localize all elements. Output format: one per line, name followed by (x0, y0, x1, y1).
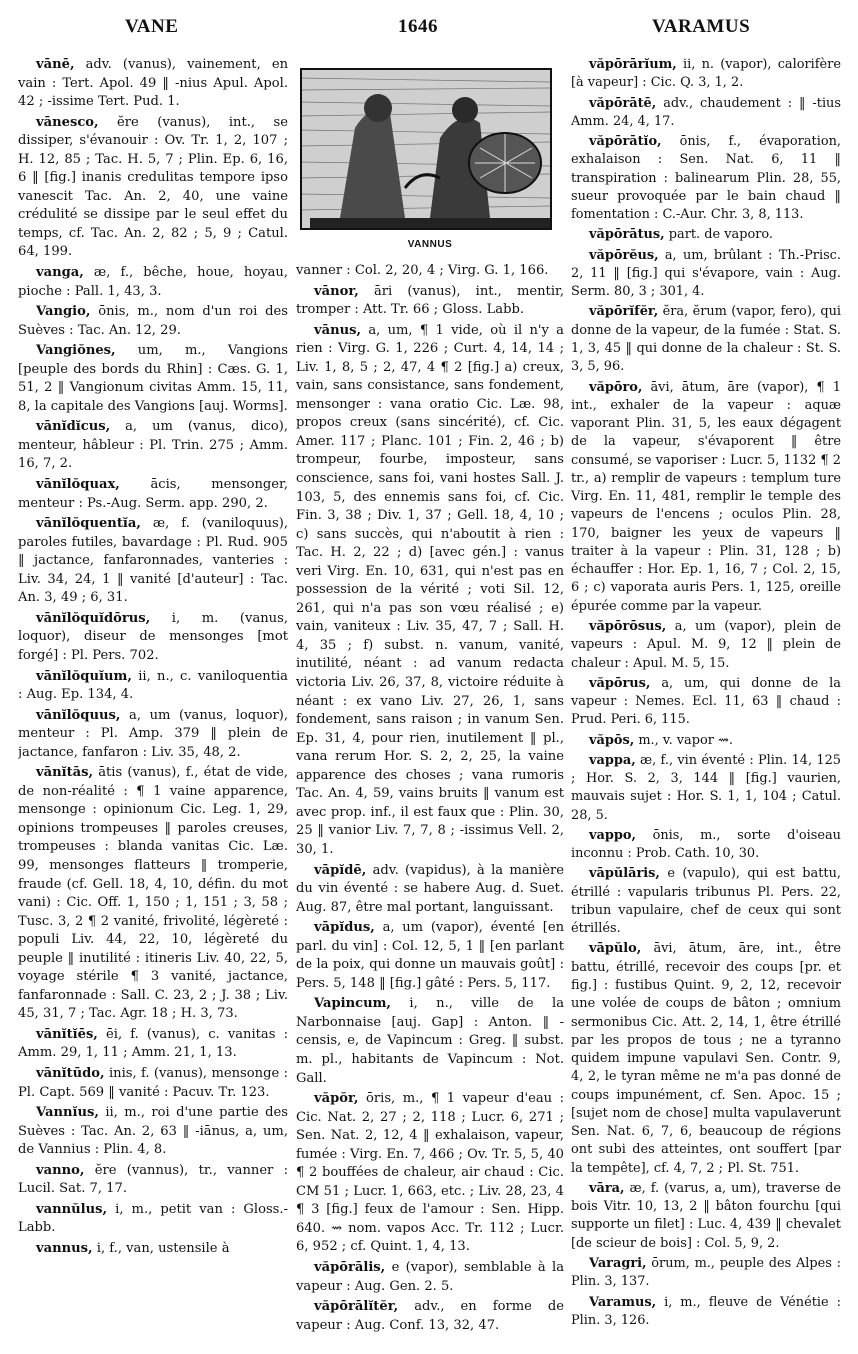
entry-definition: e (vapulo), qui est battu, étrillé : vapularis tribunus Pl. Pers. 22, tribun vapulaire, chef de ceux qui sont étrillés. (571, 866, 841, 937)
entry-definition: ōnis, m., nom d'un roi des Suèves : Tac. An. 12, 29. (18, 304, 288, 338)
entry-definition: æ, f., bêche, houe, hoyau, pioche : Pall. 1, 43, 3. (18, 265, 288, 299)
entry-headword: vāpŭlāris, (589, 866, 660, 882)
dictionary-entry (571, 133, 841, 224)
entry-definition: i, m., petit van : Gloss.-Labb. (18, 1201, 288, 1236)
page-number: 1646 (398, 16, 438, 37)
running-header (0, 16, 858, 46)
dictionary-entry (18, 1240, 288, 1259)
entry-headword: vāpĭdē, (314, 862, 367, 878)
dictionary-entry (18, 1104, 288, 1160)
dictionary-entry (571, 732, 841, 750)
entry-headword: vāra, (589, 1180, 625, 1196)
entry-headword: Vangio, (36, 304, 91, 320)
entry-headword: vappa, (589, 752, 636, 768)
header-left-guideword: VANE (125, 16, 179, 37)
dictionary-entry (296, 1259, 564, 1296)
entry-definition: m., v. vapor ⇝. (638, 732, 733, 748)
dictionary-entry (571, 303, 841, 376)
entry-headword: Varagri, (589, 1256, 647, 1271)
entry-definition: a, um (vanus, loquor), menteur : Pl. Amp. 379 ‖ plein de jactance, fanfaron : Liv. 35, 48, 2. (18, 707, 288, 760)
entry-definition: ātis (vanus), f., état de vide, de non-réalité : ¶ 1 vaine apparence, mensonge : opinionum Cic. Leg. 1, 29, opinions trompeuses ‖ paroles creuses, trompeuses : blanda vanitas Cic. Læ. 99, mensonges flatteurs ‖ tromperie, fraude (cf. Gell. 18, 4, 10, défin. du mot vani) : Cic. Off. 1, 150 ; 1, 151 ; 3, 58 ; Tusc. 3, 2 ¶ 2 vanité, frivolité, légèreté : populi Liv. 44, 22, 10, légèreté du peuple ‖ inutilité : itineris Liv. 40, 22, 5, voyage stérile ¶ 3 vanité, jactance, fanfaronnade : Sall. C. 23, 2 ; J. 38 ; Liv. 45, 31, 7 ; Tac. Agr. 18 ; H. 3, 73. (18, 765, 288, 1022)
entry-definition: ii, m., roi d'une partie des Suèves : Tac. An. 2, 63 ‖ -iānus, a, um, de Vannius : Plin. 4, 8. (18, 1105, 288, 1158)
column-1 (18, 56, 288, 1338)
dictionary-entry (18, 56, 288, 112)
entry-definition: a, um (vapor), éventé [en parl. du vin] : Col. 12, 5, 1 ‖ [en parlant de la poix, qui donne un mauvais goût] : Pers. 5, 148 ‖ [fig.] gâté : Pers. 5, 117. (296, 920, 564, 991)
entry-headword: vannŭlus, (36, 1201, 108, 1217)
entry-definition: āvi, ātum, āre, int., être battu, étrillé, recevoir des coups [pr. et fig.] : fustibus Quint. 9, 2, 12, recevoir une volée de coups de bâton ; omnium sermonibus Cic. Att. 2, 14, 1, être étrillé par les propos de tous ; ne a tyranno quidem impune vapulavi Sen. Contr. 9, 4, 2, le tyran même ne m'a pas donné de coups impunément, cf. Sen. Apoc. 15 ; [sujet nom de chose] multa vapulaverunt Sen. Nat. 6, 7, 6, beaucoup de régions ont subi des atteintes, ont souffert [par la tempête], cf. 4, 7, 2 ; Pl. St. 751. (571, 941, 841, 1176)
dictionary-entry (18, 1026, 288, 1063)
entry-definition: i, f., van, ustensile à (96, 1240, 230, 1256)
column-3 (571, 56, 841, 1338)
entry-definition: adv. (vanus), vainement, en vain : Tert. Apol. 49 ‖ -nius Apul. Apol. 42 ; -issime Tert. Pud. 1. (18, 57, 288, 110)
entry-headword: văpōrĭfĕr, (589, 304, 659, 320)
entry-definition: a, um, qui donne de la vapeur : Nemes. Ecl. 11, 63 ‖ chaud : Prud. Peri. 6, 115. (571, 675, 841, 728)
column-2-text (296, 262, 564, 1338)
entry-headword: Vannĭus, (36, 1105, 99, 1121)
header-right-guideword: VARAMUS (652, 16, 751, 37)
dictionary-entry (571, 95, 841, 132)
entry-definition: i, m. (vanus, loquor), diseur de mensonges [mot forgé] : Pl. Pers. 702. (18, 610, 288, 663)
entry-definition: i, n., ville de la Narbonnaise [auj. Gap] : Anton. ‖ -censis, e, de Vapincum : Greg. ‖ subst. m. pl., habitants de Vapincum : Not. Gall. (296, 996, 564, 1086)
entry-headword: vānĭlŏquus, (36, 707, 121, 723)
entry-definition: ōnis, f., évaporation, exhalaison : Sen. Nat. 6, 11 ‖ transpiration : balinearum Plin. 28, 55, sueur provoquée par le bain chaud ‖ fomentation : C.-Aur. Chr. 3, 8, 113. (571, 134, 841, 223)
dictionary-entry (571, 618, 841, 673)
entry-headword: văpōrus, (589, 675, 651, 691)
entry-headword: vāpŭlo, (589, 941, 642, 957)
vannus-illustration (300, 68, 552, 230)
entry-headword: văpōrālĭtĕr, (314, 1299, 399, 1315)
entry-definition: i, m., fleuve de Vénétie : Plin. 3, 126. (571, 1294, 841, 1328)
dictionary-entry (571, 1255, 841, 1292)
dictionary-entry (571, 1180, 841, 1253)
dictionary-entry (571, 827, 841, 864)
entry-headword: vannus, (36, 1240, 93, 1256)
entry-headword: vānĭtĭēs, (36, 1026, 98, 1042)
dictionary-entry (571, 865, 841, 938)
entry-headword: Vangiŏnes, (36, 343, 116, 359)
entry-headword: văpōro, (589, 379, 643, 395)
entry-headword: vānĭlŏquax, (36, 477, 120, 493)
entry-headword: vāpĭdus, (314, 920, 375, 936)
entry-definition: ōnis, m., sorte d'oiseau inconnu : Prob. Cath. 10, 30. (571, 827, 841, 862)
entry-headword: vānĭlŏquĭdōrus, (36, 610, 151, 626)
dictionary-entry (296, 262, 564, 281)
entry-definition: ēi, f. (vanus), c. vanitas : Amm. 29, 1, 11 ; Amm. 21, 1, 13. (18, 1026, 288, 1061)
dictionary-entry (18, 264, 288, 301)
dictionary-entry (18, 1065, 288, 1102)
dictionary-entry (296, 919, 564, 993)
entry-headword: văpōrĕus, (589, 247, 659, 263)
entry-definition: ĕra, ĕrum (vapor, fero), qui donne de la vapeur, de la fumée : Stat. S. 1, 3, 45 ‖ qui donne de la chaleur : St. S. 3, 5, 96. (571, 304, 841, 375)
dictionary-entry (571, 56, 841, 93)
entry-definition: ĕre (vanus), int., se dissiper, s'évanouir : Ov. Tr. 1, 2, 107 ; H. 12, 85 ; Tac. H. 5, 7 ; Plin. Ep. 6, 16, 6 ‖ [fig.] inanis credulitas tempore ipso vanescit Tac. An. 2, 40, une vaine crédulité se dissipe par le seul effet du temps, cf. Tac. An. 2, 82 ; 5, 9 ; Catul. 64, 199. (18, 114, 288, 260)
dictionary-entry (571, 1294, 841, 1331)
entry-headword: vānē, (36, 57, 75, 72)
entry-headword: vānĭtūdo, (36, 1065, 105, 1081)
dictionary-entry (18, 114, 288, 262)
dictionary-entry (18, 668, 288, 705)
entry-definition: ii, n., c. vaniloquentia : Aug. Ep. 134, 4. (18, 668, 288, 703)
entry-headword: vappo, (589, 827, 636, 843)
entry-definition: a, um (vapor), plein de vapeurs : Apul. M. 9, 12 ‖ plein de chaleur : Apul. M. 5, 15. (571, 618, 841, 671)
dictionary-entry (296, 322, 564, 860)
entry-headword: văpōrātĭo, (589, 134, 662, 150)
dictionary-entry (18, 707, 288, 763)
entry-headword: văpōrātē, (589, 95, 657, 111)
entry-headword: văpōrālis, (314, 1259, 386, 1275)
dictionary-entry (571, 940, 841, 1177)
entry-headword: vanga, (36, 265, 84, 281)
entry-definition: ācis, mensonger, menteur : Ps.-Aug. Serm. app. 290, 2. (18, 477, 288, 511)
entry-headword: vānĭdĭcus, (36, 419, 111, 435)
entry-headword: văpŏr, (314, 1091, 359, 1107)
dictionary-entry (571, 247, 841, 302)
entry-definition: a, um, ¶ 1 vide, où il n'y a rien : Virg. G. 1, 226 ; Curt. 4, 14, 14 ; Liv. 1, 8, 5 ; 2, 47, 4 ¶ 2 [fig.] a) creux, vain, sans consistance, sans fondement, mensonger : vana oratio Cic. Læ. 98, propos creux (sans sincérité), cf. Cic. Amer. 117 ; Planc. 101 ; Fin. 2, 46 ; b) trompeur, fourbe, imposteur, sans conscience, sans foi, vani hostes Sall. J. 103, 5, des ennemis sans foi, cf. Cic. Fin. 3, 38 ; Div. 1, 37 ; Gell. 18, 4, 10 ; c) sans succès, qui n'aboutit à rien : Tac. H. 2, 22 ; d) [avec gén.] : vanus veri Virg. En. 10, 631, qui n'est pas en possession de la vérité ; voti Sil. 12, 261, qui n'a pas son vœu réalisé ; e) vain, vaniteux : Liv. 35, 47, 7 ; Sall. H. 4, 35 ; f) subst. n. vanum, vanité, inutilité, néant : ad vanum redacta victoria Liv. 26, 37, 8, victoire réduite à néant : ex vano Liv. 27, 26, 1, sans fondement, sans raison ; in vanum Sen. Ep. 31, 4, pour rien, inutilement ‖ pl., vana rerum Hor. S. 2, 2, 25, la vaine apparence des choses ; vana rumoris Tac. An. 4, 59, vains bruits ‖ vanum est avec prop. inf., il est faux que : Plin. 30, 25 ‖ vanior Liv. 7, 7, 8 ; -issimus Vell. 2, 30, 1. (296, 322, 564, 857)
dictionary-entry (296, 862, 564, 918)
entry-definition: āvi, ātum, āre (vapor), ¶ 1 int., exhaler de la vapeur : aquæ vaporant Plin. 31, 5, les eaux dégagent de la vapeur, s'évaporent ‖ être consumé, se vaporiser : Lucr. 5, 1132 ¶ 2 tr., a) remplir de vapeurs : templum ture Virg. En. 11, 481, remplir le temple des vapeurs de l'encens ; oculos Plin. 28, 170, baigner les yeux de vapeurs ‖ traiter à la vapeur : Plin. 31, 128 ; b) échauffer : Hor. Ep. 1, 16, 7 ; Col. 2, 15, 6 ; c) vaporata auris Pers. 1, 125, oreille épurée comme par la vapeur. (571, 379, 841, 614)
figure-caption: VANNUS (407, 239, 453, 250)
entry-definition: e (vapor), semblable à la vapeur : Aug. Gen. 2. 5. (296, 1259, 564, 1294)
entry-definition: a, um, brûlant : Th.-Prisc. 2, 11 ‖ [fig.] qui s'évapore, vain : Aug. Serm. 80, 3 ; 301, 4. (571, 247, 841, 300)
entry-definition: part. de vaporo. (668, 227, 774, 243)
entry-definition: vanner : Col. 2, 20, 4 ; Virg. G. 1, 166. (296, 263, 549, 278)
entry-headword: văpōs, (589, 732, 635, 748)
dictionary-entry (18, 1162, 288, 1199)
entry-headword: văpōrārĭum, (589, 57, 677, 72)
entry-definition: āri (vanus), int., mentir, tromper : Att. Tr. 66 ; Gloss. Labb. (296, 283, 564, 318)
entry-definition: um, m., Vangions [peuple des bords du Rhin] : Cæs. G. 1, 51, 2 ‖ Vangionum civitas Amm. 15, 11, 8, la capitale des Vangions [auj. Worms]. (18, 343, 288, 414)
dictionary-entry (18, 515, 288, 608)
dictionary-entry (296, 1298, 564, 1335)
entry-definition: ii, n. (vapor), calorifère [à vapeur] : Cic. Q. 3, 1, 2. (571, 57, 841, 91)
dictionary-entry (571, 675, 841, 730)
entry-headword: văpōrōsus, (589, 618, 667, 634)
dictionary-entry (18, 303, 288, 340)
dictionary-entry (18, 1201, 288, 1238)
entry-headword: văpōrātus, (589, 227, 665, 243)
dictionary-entry (18, 610, 288, 666)
entry-headword: vānus, (314, 322, 362, 338)
dictionary-entry (571, 752, 841, 825)
entry-headword: vānesco, (36, 114, 99, 130)
entry-definition: adv., chaudement : ‖ -tius Amm. 24, 4, 17. (571, 95, 841, 129)
entry-headword: Varamus, (589, 1294, 657, 1310)
dictionary-entry (18, 342, 288, 416)
dictionary-entry (296, 283, 564, 320)
entry-definition: æ, f., vin éventé : Plin. 14, 125 ; Hor. S. 2, 3, 144 ‖ [fig.] vaurien, mauvais sujet : Hor. S. 1, 1, 104 ; Catul. 28, 5. (571, 752, 841, 823)
dictionary-entry (571, 379, 841, 616)
dictionary-entry (18, 418, 288, 474)
entry-definition: inis, f. (vanus), mensonge : Pl. Capt. 569 ‖ vanité : Pacuv. Tr. 123. (18, 1065, 288, 1100)
entry-headword: vānor, (314, 283, 359, 299)
entry-definition: ōris, m., ¶ 1 vapeur d'eau : Cic. Nat. 2, 27 ; 2, 118 ; Lucr. 6, 271 ; Sen. Nat. 2, 12, 4 ‖ exhalaison, vapeur, fumée : Virg. En. 7, 466 ; Ov. Tr. 5, 5, 40 ¶ 2 bouffées de chaleur, air chaud : Cic. CM 51 ; Lucr. 1, 663, etc. ; Liv. 28, 23, 4 ¶ 3 [fig.] feux de l'amour : Sen. Hipp. 640. ⇝ nom. vapos Acc. Tr. 112 ; Lucr. 6, 952 ; cf. Quint. 1, 4, 13. (296, 1091, 564, 1255)
dictionary-entry (571, 226, 841, 244)
entry-headword: vanno, (36, 1162, 85, 1178)
entry-definition: ōrum, m., peuple des Alpes : Plin. 3, 137. (571, 1256, 841, 1290)
dictionary-entry (18, 764, 288, 1024)
entry-headword: vānĭlŏquĭum, (36, 668, 132, 684)
entry-headword: vānĭlŏquentĭa, (36, 516, 141, 532)
entry-headword: vānĭtās, (36, 765, 94, 781)
entry-definition: æ, f. (vaniloquus), paroles futiles, bavardage : Pl. Rud. 905 ‖ jactance, fanfaronnades, vanteries : Liv. 34, 24, 1 ‖ vanité [d'auteur] : Tac. An. 3, 49 ; 6, 31. (18, 516, 288, 606)
entry-definition: adv., en forme de vapeur : Aug. Conf. 13, 32, 47. (296, 1299, 564, 1333)
dictionary-entry (18, 476, 288, 513)
entry-definition: adv. (vapidus), à la manière du vin éventé : se habere Aug. d. Suet. Aug. 87, être mal portant, languissant. (296, 862, 564, 915)
dictionary-entry (296, 995, 564, 1088)
entry-headword: Vapincum, (314, 996, 391, 1012)
entry-definition: ĕre (vannus), tr., vanner : Lucil. Sat. 7, 17. (18, 1162, 288, 1197)
dictionary-entry (296, 1090, 564, 1257)
entry-definition: a, um (vanus, dico), menteur, hâbleur : Pl. Trin. 275 ; Amm. 16, 7, 2. (18, 419, 288, 472)
column-2 (296, 56, 564, 1338)
entry-definition: æ, f. (varus, a, um), traverse de bois Vitr. 10, 13, 2 ‖ bâton fourchu [qui supporte un filet] : Luc. 4, 439 ‖ chevalet [de scieur de bois] : Col. 5, 9, 2. (571, 1180, 841, 1251)
